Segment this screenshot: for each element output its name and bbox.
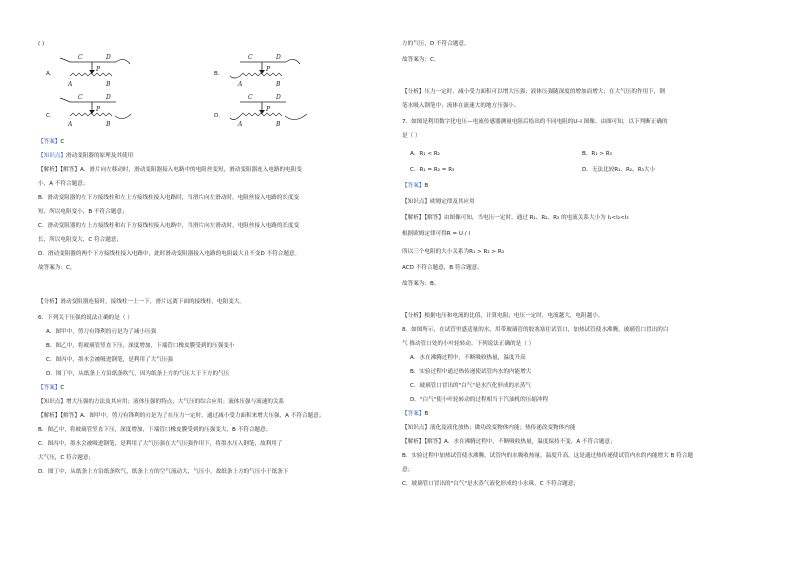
q6-answer: 【答案】C <box>38 385 65 391</box>
q7-stem: 是（ ） <box>402 133 421 139</box>
svg-text:D: D <box>276 94 281 101</box>
q6-analysis-line: 大气压，C 符合题意； <box>38 455 95 461</box>
q5-analysis-line: D．滑动变阻器的两个下方接线柱接入电路中，此时滑动变阻器接入电路的电阻最大且不变D 不符合题意。 <box>38 251 301 257</box>
q8-analysis-line: B．实验过程中加热试管使水沸腾，试管内的水吸收热量，温度升高，这是通过热传递使试管内水的内能增大 B 符合题 <box>402 453 693 459</box>
option-b-label: B. <box>214 71 220 77</box>
q8-analysis-line: C．玻璃管口冒出的"白气"是水蒸气液化形成的小水珠，C 不符合题意； <box>402 481 579 487</box>
q7-analysis-line: 根据欧姆定律可得R = U / I <box>402 231 471 237</box>
option-a-label: A. <box>46 71 52 77</box>
svg-text:D: D <box>106 94 111 101</box>
rheostat-diagram-b <box>226 54 316 94</box>
q8-stem: 气 推动管口处的小叶轮转动。下列说法正确的是（ ） <box>402 341 535 347</box>
q6-analysis-line: D．图丁中，从纸条上方沿纸条吹气，纸条上方的空气流动大，气压小，故纸条上方的气压小于纸条下 <box>38 469 289 475</box>
option-c-label: C. <box>46 113 52 119</box>
svg-text:P: P <box>266 106 271 113</box>
q8-answer: 【答案】B <box>402 411 429 417</box>
q7-choice-d: D．无法比较R₁、R₂、R₃大小 <box>582 167 656 173</box>
svg-text:P: P <box>96 66 101 73</box>
q5-analysis-line: 【解析】【解答】A．滑片向左移动时，滑动变阻器接入电路中的电阻丝变短，滑动变阻器连入电路的电阻变 <box>38 167 302 173</box>
rheostat-diagram-d <box>226 94 326 134</box>
q6-fenxi-line: 笔水吸入钢笔中；流体在流速大的地方压强小。 <box>402 103 520 109</box>
q5-fenxi: 【分析】滑动变阻器连接时，接线柱一上一下，滑片远离下面的接线柱，电阻变大。 <box>38 299 245 305</box>
q7-choice-c: C．R₁ = R₂ = R₃ <box>410 167 455 173</box>
question-blank: ( ) <box>38 41 45 47</box>
q6-choice: B．图乙中，将玻璃管竖直下压，深度增加，下端管口橡皮膜受到的压强变小 <box>46 343 235 349</box>
svg-text:B: B <box>276 81 281 88</box>
svg-text:A: A <box>68 121 73 128</box>
q6-continuation: 方的气压，D 不符合题意。 <box>402 41 470 47</box>
q5-analysis-line: C．滑动变阻器的左上方接线柱和右下方接线柱接入电路中，当滑片向左滑动时，电阻丝接入电路的长度变 <box>38 223 300 229</box>
q8-choice: B．实验过程中通过热传递使试管内水的内能增大 <box>410 369 532 375</box>
q5-analysis-line: 长，所以电阻变大，C 符合题意； <box>38 237 122 243</box>
q6-analysis-line: C．图丙中，墨水会被吸进钢笔，是利用了大气压强在大气压强作用下，将墨水压入钢笔，故利用了 <box>38 441 283 447</box>
q8-analysis-line: 【解析】【解答】A．水在沸腾过程中，不断吸收热量，温度保持不变，A 不符合题意； <box>402 439 616 445</box>
q6-analysis-line: B．图乙中，将玻璃管竖直下压，深度增加，下端管口橡皮膜受到的压强变大，B 不符合题意； <box>38 427 272 433</box>
q7-fenxi: 【分析】根据电压和电流的比值，计算电阻；电压一定时，电流越大，电阻越小。 <box>402 313 604 319</box>
q6-choice: C．图丙中，墨水会被吸进钢笔，是利用了大气压强 <box>46 357 173 363</box>
q7-analysis-line: 【解析】【解答】由图像可知，当电压一定时，通过 R₁、R₂、R₃ 的电流关系大小为 I₁<I₂<I₃ <box>402 215 629 221</box>
q7-knowledge-point: 【知识点】欧姆定律及其应用 <box>402 199 475 205</box>
q6-choice: D．图丁中，从纸条上方沿纸条吹气，因为纸条上方的气压大于下方的气压 <box>46 371 230 377</box>
q5-analysis-line: 小，A 不符合题意； <box>38 181 89 187</box>
q7-choice-a: A．R₁ < R₂ <box>410 151 440 157</box>
svg-text:A: A <box>68 81 73 88</box>
svg-text:D: D <box>106 54 111 61</box>
q8-stem: 8．如图所示，在试管里盛适量的水，用带玻璃管的胶塞塞住试管口，加热试管使水沸腾，玻璃管口冒出的白 <box>402 327 669 333</box>
q7-analysis-line: ACD 不符合题意，B 符合题意。 <box>402 265 483 271</box>
q7-answer: 【答案】B <box>402 183 429 189</box>
svg-text:B: B <box>106 81 111 88</box>
q7-stem: 7．如图是利用数字化电压—电流传感器测量电阻后绘出的不同电阻的U–I 图像。由图可知，以下判断正确的 <box>402 119 668 125</box>
q5-analysis-line: B．滑动变阻器的左下方接线柱和左上方接线柱接入电路时，当滑片向左滑动时，电阻丝接入电路的长度变 <box>38 195 300 201</box>
q6-fenxi-line: 【分析】压力一定时，减小受力面积可以增大压强；液体压强随深度的增加而增大；在大气压的作用下，钢 <box>402 89 665 95</box>
q6-analysis-line: 【解析】【解答】A．图甲中，剪刀有锋利的刃是为了在压力一定时，通过减小受力面积来增大压强，A 不符合题意； <box>38 413 325 419</box>
svg-text:C: C <box>78 94 83 101</box>
q5-knowledge-point: 【知识点】滑动变阻器的原理及其使用 <box>38 153 134 159</box>
svg-text:D: D <box>276 54 281 61</box>
svg-text:C: C <box>248 94 253 101</box>
q7-analysis-line: 故答案为：B。 <box>402 281 440 287</box>
svg-text:C: C <box>248 54 253 61</box>
svg-text:P: P <box>266 66 271 73</box>
rheostat-diagram-a <box>56 54 146 94</box>
q5-analysis-line: 短，所以电阻变小，B 不符合题意； <box>38 209 128 215</box>
svg-text:B: B <box>276 121 281 128</box>
q6-final-answer: 故答案为：C。 <box>402 57 440 63</box>
q5-answer: 【答案】C <box>38 139 65 145</box>
svg-text:A: A <box>238 81 243 88</box>
q6-choice: A．图甲中，剪刀有锋利的刃是为了减小压强 <box>46 329 157 335</box>
q6-stem: 6．下列关于压强的说法正确的是（ ） <box>38 315 133 321</box>
option-d-label: D. <box>214 113 221 119</box>
svg-text:B: B <box>106 121 111 128</box>
q8-choice: A．水在沸腾过程中，不断吸收热量，温度升高 <box>410 355 526 361</box>
q5-analysis-line: 故答案为：C。 <box>38 265 76 271</box>
q8-choice: D．"白气"使小叶轮转动的过程相当于汽油机的压缩冲程 <box>410 397 549 403</box>
svg-text:P: P <box>96 106 101 113</box>
q8-knowledge-point: 【知识点】液化及液化放热；做功改变物体内能；热传递改变物体内能 <box>402 425 576 431</box>
rheostat-diagram-c <box>56 94 146 134</box>
svg-text:C: C <box>78 54 83 61</box>
q7-choice-b: B．R₁ > R₃ <box>582 151 612 157</box>
q6-knowledge-point: 【知识点】增大压强的方法及其应用；液体压强的特点；大气压的综合应用；流体压强与流速的关系 <box>38 399 285 405</box>
q7-analysis-line: 所以三个电阻的大小关系为R₁ > R₂ > R₃ <box>402 249 504 255</box>
svg-text:A: A <box>238 121 243 128</box>
q8-analysis-line: 意； <box>402 467 414 473</box>
q8-choice: C．玻璃管口冒出的"白气"是水汽化形成的水蒸气 <box>410 383 531 389</box>
